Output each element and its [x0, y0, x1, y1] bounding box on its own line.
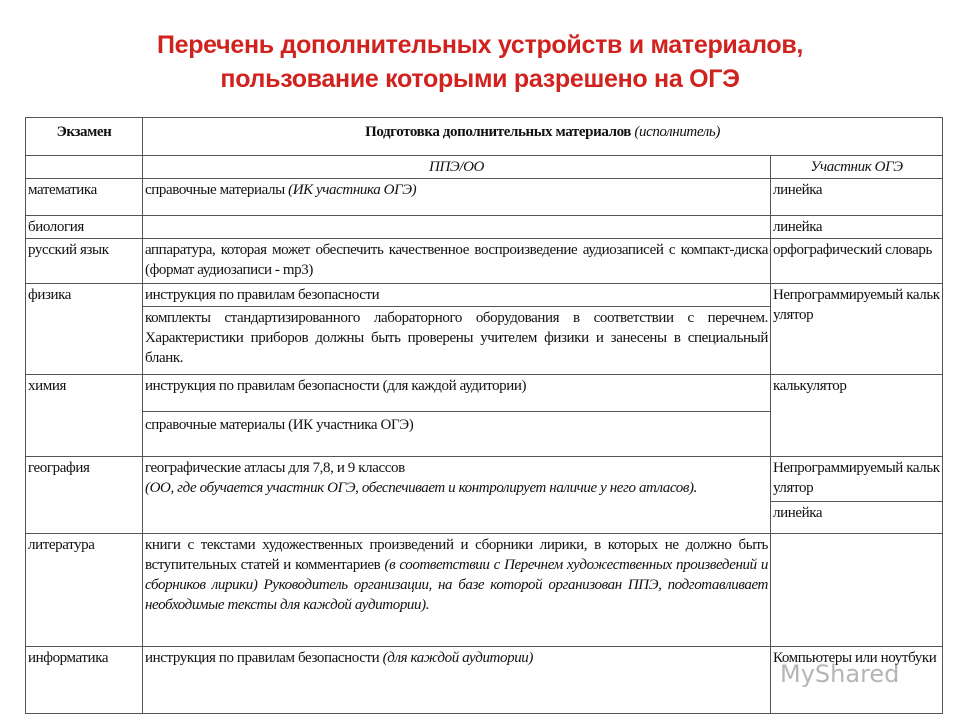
ppe-cell: инструкция по правилам безопасности (для каждой аудитории): [143, 375, 771, 412]
subheader-participant: Участник ОГЭ: [770, 156, 942, 179]
participant-cell: линейка: [770, 502, 942, 534]
ppe-text: справочные материалы: [145, 182, 285, 198]
watermark-logo: MyShared: [780, 660, 900, 688]
subject-cell: русский язык: [26, 239, 143, 284]
title-line-1: Перечень дополнительных устройств и материалов,: [156, 31, 804, 59]
ppe-note: (ОО, где обучается участник ОГЭ, обеспечивает и контролирует наличие у него атласов).: [145, 480, 697, 496]
participant-cell: орфографический словарь: [770, 239, 942, 284]
ppe-text: книги с текстами художественных произведений и сборники лирики, в которых не должно быть вступительных статей и комментариев: [145, 537, 768, 573]
table-row: [26, 239, 943, 284]
ppe-cell: [143, 179, 771, 216]
materials-table: [25, 117, 943, 714]
table-row: [26, 216, 943, 239]
participant-cell: Компьютеры или ноутбуки: [770, 647, 942, 714]
ppe-text: географические атласы для 7,8, и 9 классов: [145, 460, 405, 476]
participant-cell: линейка: [770, 216, 942, 239]
ppe-cell: инструкция по правилам безопасности: [143, 284, 771, 307]
table-row: [26, 179, 943, 216]
header-exam: Экзамен: [26, 118, 143, 156]
header-prep-note: (исполнитель): [634, 124, 720, 140]
ppe-cell: [143, 457, 771, 534]
ppe-note: (в соответствии с Перечнем художественных произведений и сборников лирики) Руководитель организации, на базе которой организован ППЭ, подготавливает необходимые тексты для каждой аудитории).: [145, 557, 768, 613]
participant-cell: линейка: [770, 179, 942, 216]
ppe-cell: [143, 647, 771, 714]
subject-cell: биология: [26, 216, 143, 239]
participant-cell: Непрограммируемый калькулятор: [770, 457, 942, 502]
subject-cell: литература: [26, 534, 143, 647]
table-row: [26, 457, 943, 502]
ppe-cell: [143, 216, 771, 239]
ppe-note: (для каждой аудитории): [382, 650, 533, 666]
ppe-note: (ИК участника ОГЭ): [288, 182, 417, 198]
subject-cell: математика: [26, 179, 143, 216]
ppe-cell: [143, 534, 771, 647]
ppe-cell: справочные материалы (ИК участника ОГЭ): [143, 412, 771, 457]
ppe-text: инструкция по правилам безопасности: [145, 650, 380, 666]
subject-cell: информатика: [26, 647, 143, 714]
header-prep-label: Подготовка дополнительных материалов: [365, 124, 632, 140]
subheader-ppe: ППЭ/ОО: [143, 156, 771, 179]
table-subheader-row: [26, 156, 943, 179]
subheader-empty: [26, 156, 143, 179]
subject-cell: физика: [26, 284, 143, 375]
participant-cell: [770, 534, 942, 647]
subject-cell: химия: [26, 375, 143, 457]
participant-cell: Непрограммируемый калькулятор: [770, 284, 942, 375]
ppe-cell: аппаратура, которая может обеспечить качественное воспроизведение аудиозаписей с компакт-диска (формат аудиозаписи - mp3): [143, 239, 771, 284]
page-title: [0, 28, 960, 96]
header-prep: [143, 118, 943, 156]
table-row: [26, 375, 943, 412]
table-header-row: [26, 118, 943, 156]
table-row: [26, 534, 943, 647]
table-row: [26, 284, 943, 307]
participant-cell: калькулятор: [770, 375, 942, 457]
subject-cell: география: [26, 457, 143, 534]
ppe-cell: комплекты стандартизированного лабораторного оборудования в соответствии с перечнем. Характеристики приборов должны быть проверены учителем физики и занесены в специальный бланк.: [143, 307, 771, 375]
title-line-2: пользование которыми разрешено на ОГЭ: [220, 65, 740, 93]
